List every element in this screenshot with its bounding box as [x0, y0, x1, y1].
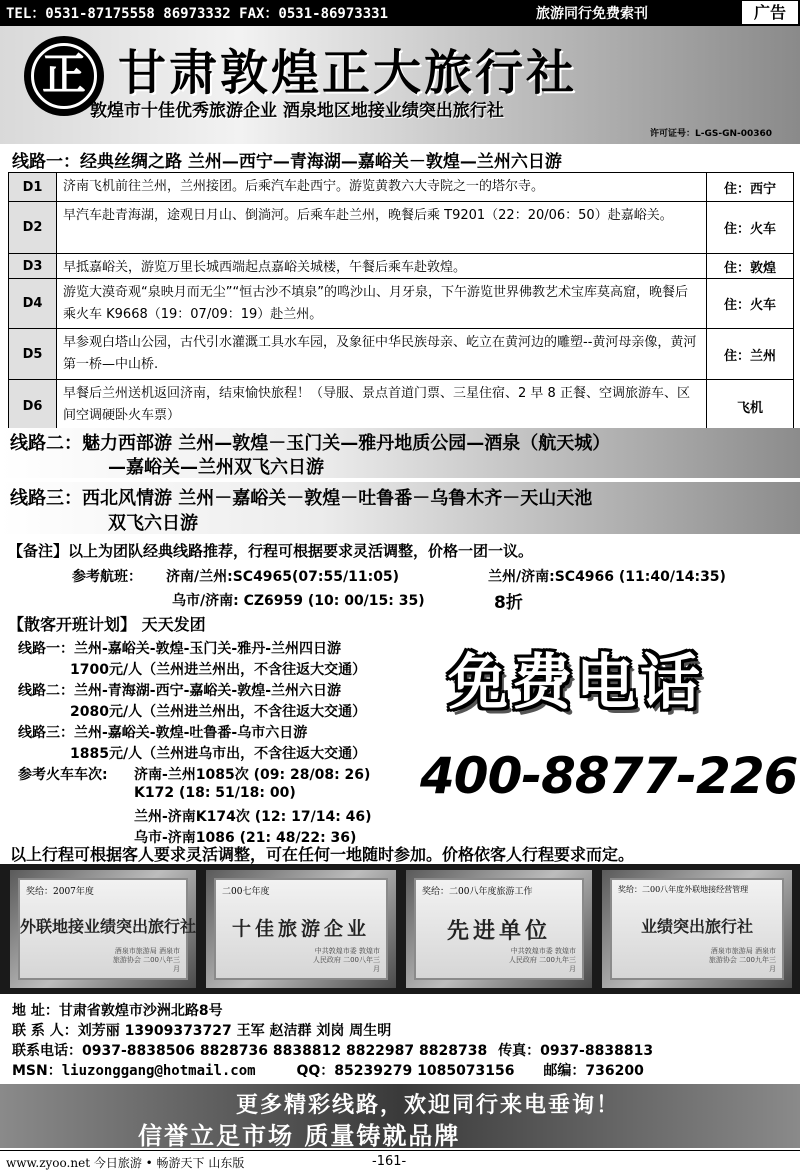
postcode-label: 邮编： — [543, 1063, 586, 1079]
summary-text: 以上行程可根据客人要求灵活调整，可在任何一地随时参加。价格依客人行程要求而定。 — [10, 845, 635, 864]
itinerary-row — [9, 279, 793, 329]
flight-2: 兰州/济南:SC4966 (11:40/14:35) — [488, 569, 726, 585]
qq-value: 85239279 1085073156 — [334, 1063, 515, 1079]
plan-price: 1885元/人（兰州进乌市出，不含往返大交通） — [70, 746, 367, 762]
plaque-caption: 奖给：二00八年度旅游工作 — [422, 887, 533, 897]
itinerary-stay: 住：火车 — [723, 222, 776, 237]
itinerary-text: 早汽车赴青海湖，途观日月山、倒淌河。后乘车赴兰州，晚餐后乘 T9201（22：20/06：50）赴嘉峪关。 — [57, 202, 707, 253]
qq-label: QQ： — [296, 1063, 335, 1079]
plaque-issuer: 中共敦煌市委 敦煌市人民政府 二00九年三月 — [508, 947, 576, 973]
plaque-title: 业绩突出旅行社 — [640, 917, 753, 936]
contact-person-label: 联 系 人： — [12, 1023, 78, 1039]
company-tagline: 敦煌市十佳优秀旅游企业 酒泉地区地接业绩突出旅行社 — [90, 101, 504, 121]
itinerary-day: D5 — [9, 329, 57, 379]
plaque-title: 十佳旅游企业 — [231, 918, 370, 940]
awards-strip — [0, 864, 800, 994]
address-value: 甘肃省敦煌市沙洲北路8号 — [58, 1003, 223, 1019]
itinerary-text: 早餐后兰州送机返回济南，结束愉快旅程！（导服、景点首道门票、三星住宿、2 早 8 正餐、空调旅游车、区间空调硬卧火车票） — [57, 380, 707, 432]
itinerary-row — [9, 254, 793, 279]
page-footer — [0, 1150, 800, 1172]
address-row — [12, 1000, 223, 1020]
address-label: 地 址： — [12, 1003, 59, 1019]
flight-3: 乌市/济南: CZ6959 (10: 00/15: 35) — [172, 593, 425, 609]
itinerary-stay: 住：火车 — [723, 298, 776, 313]
award-plaque — [10, 870, 196, 988]
itinerary-row — [9, 329, 793, 380]
company-header — [0, 26, 800, 144]
itinerary-stay: 飞机 — [736, 400, 763, 416]
plan-line: 线路一：兰州-嘉峪关-敦煌-玉门关-雅丹-兰州四日游 — [18, 641, 342, 657]
plan-price: 2080元/人（兰州进兰州出，不含往返大交通） — [70, 704, 367, 720]
ad-badge: 广告 — [742, 1, 798, 24]
free-call-banner: 免费电话 — [448, 648, 704, 718]
itinerary-day: D3 — [9, 254, 57, 278]
plaque-face — [610, 878, 784, 980]
route3-band — [0, 482, 800, 534]
plaque-issuer: 酒泉市旅游局 酒泉市旅游协会 二00八年三月 — [112, 947, 180, 973]
plaque-title: 先进单位 — [446, 918, 551, 944]
route2-band — [0, 428, 800, 478]
slogan-banner — [0, 1084, 800, 1148]
route2-line2: —嘉峪关—兰州双飞六日游 — [108, 457, 324, 478]
plan-price: 1700元/人（兰州进兰州出，不含往返大交通） — [70, 662, 367, 678]
index-text: 旅游同行免费索刊 — [536, 6, 648, 22]
plaque-issuer: 酒泉市旅游局 酒泉市旅游协会 二00九年三月 — [708, 947, 776, 973]
itinerary-text: 早抵嘉峪关，游览万里长城西端起点嘉峪关城楼，午餐后乘车赴敦煌。 — [57, 254, 707, 278]
postcode-value: 736200 — [585, 1063, 644, 1079]
itinerary-day: D6 — [9, 380, 57, 432]
route3-line1: 线路三：西北风情游 兰州－嘉峪关－敦煌－吐鲁番－乌鲁木齐－天山天池 — [10, 488, 593, 509]
remarks-text: 【备注】以上为团队经典线路推荐，行程可根据要求灵活调整，价格一团一议。 — [8, 542, 534, 560]
itinerary-stay: 住：敦煌 — [723, 260, 776, 276]
plaque-face — [18, 878, 197, 980]
route3-line2: 双飞六日游 — [108, 513, 198, 534]
discount-badge: 8折 — [494, 593, 523, 613]
plaque-title: 外联地接业绩突出旅行社 — [20, 917, 197, 936]
itinerary-stay: 住：兰州 — [723, 348, 776, 364]
fax-value: 0937-8838813 — [540, 1043, 654, 1059]
itinerary-day: D2 — [9, 202, 57, 253]
msn-value[interactable]: liuzonggang@hotmail.com — [61, 1063, 256, 1079]
plan-line: 线路二：兰州-青海湖-西宁-嘉峪关-敦煌-兰州六日游 — [18, 683, 342, 699]
train-item: K172 (18: 51/18: 00) — [134, 785, 296, 801]
itinerary-row — [9, 173, 793, 202]
hotline-number: 400-8877-226 — [420, 747, 798, 805]
plaque-caption: 二00七年度 — [222, 887, 270, 897]
fax-label: 传真： — [498, 1043, 541, 1059]
plaque-issuer: 中共敦煌市委 敦煌市人民政府 二00八年三月 — [312, 947, 380, 973]
plaque-face — [214, 878, 388, 980]
msn-row — [12, 1060, 644, 1080]
plaque-face — [414, 878, 584, 980]
footer-site[interactable]: www.zyoo.net 今日旅游 • 畅游天下 山东版 — [6, 1156, 245, 1170]
itinerary-text: 游览大漠奇观“泉映月而无尘”“恒古沙不填泉”的鸣沙山、月牙泉，下午游览世界佛教艺术宝库莫高窟，晚餐后乘火车 K9668（19：07/09：19）赴兰州。 — [57, 279, 707, 328]
flight-1: 济南/兰州:SC4965(07:55/11:05) — [166, 569, 400, 585]
itinerary-text: 济南飞机前往兰州，兰州接团。后乘汽车赴西宁。游览黄教六大寺院之一的塔尔寺。 — [57, 173, 707, 201]
phone-label: 联系电话： — [12, 1043, 82, 1059]
award-plaque — [406, 870, 592, 988]
itinerary-text: 早参观白塔山公园，古代引水灌溉工具水车园，及象征中华民族母亲、屹立在黄河边的雕塑--黄河母亲像，黄河第一桥—中山桥. — [57, 329, 707, 379]
contact-person-row — [12, 1020, 391, 1040]
slogan-line1: 更多精彩线路，欢迎同行来电垂询！ — [236, 1093, 621, 1118]
train-item: 兰州-济南K174次 (12: 17/14: 46) — [134, 809, 372, 825]
route2-line1: 线路二：魅力西部游 兰州—敦煌－玉门关—雅丹地质公园—酒泉（航天城） — [10, 433, 611, 454]
itinerary-row — [9, 380, 793, 432]
plaque-caption: 奖给：二00八年度外联地接经营管理 — [618, 885, 749, 894]
tel-fax-text: TEL：0531-87175558 86973332 FAX：0531-86973331 — [6, 6, 389, 22]
group-plan-title: 【散客开班计划】 天天发团 — [8, 615, 206, 634]
license-number: 许可证号：L-GS-GN-00360 — [650, 129, 773, 139]
phone-row — [12, 1040, 653, 1060]
phone-value: 0937-8838506 8828736 8838812 8822987 8828738 — [82, 1043, 488, 1059]
train-item: 济南-兰州1085次 (09: 28/08: 26) — [134, 767, 371, 783]
plaque-caption: 奖给：2007年度 — [26, 887, 94, 897]
train-item: 乌市-济南1086 (21: 48/22: 36) — [134, 830, 357, 846]
plan-line: 线路三：兰州-嘉峪关-敦煌-吐鲁番-乌市六日游 — [18, 725, 308, 741]
company-name: 甘肃敦煌正大旅行社 — [118, 45, 578, 101]
route1-title: 线路一：经典丝绸之路 兰州—西宁—青海湖—嘉峪关－敦煌—兰州六日游 — [12, 152, 562, 172]
itinerary-stay: 住：西宁 — [723, 181, 776, 197]
train-label: 参考火车车次: — [18, 767, 108, 783]
page-number: -161- — [372, 1154, 407, 1169]
award-plaque — [206, 870, 396, 988]
top-bar — [0, 0, 800, 26]
itinerary-table — [8, 172, 794, 433]
itinerary-day: D4 — [9, 279, 57, 328]
award-plaque — [602, 870, 792, 988]
logo-glyph: 正 — [42, 49, 86, 100]
flight-label: 参考航班： — [72, 569, 142, 585]
slogan-line2: 信誉立足市场 质量铸就品牌 — [138, 1122, 461, 1150]
itinerary-day: D1 — [9, 173, 57, 201]
msn-label: MSN： — [12, 1063, 62, 1079]
contact-person-value: 刘芳丽 13909373727 王军 赵洁群 刘岗 周生明 — [77, 1023, 392, 1039]
itinerary-row — [9, 202, 793, 254]
